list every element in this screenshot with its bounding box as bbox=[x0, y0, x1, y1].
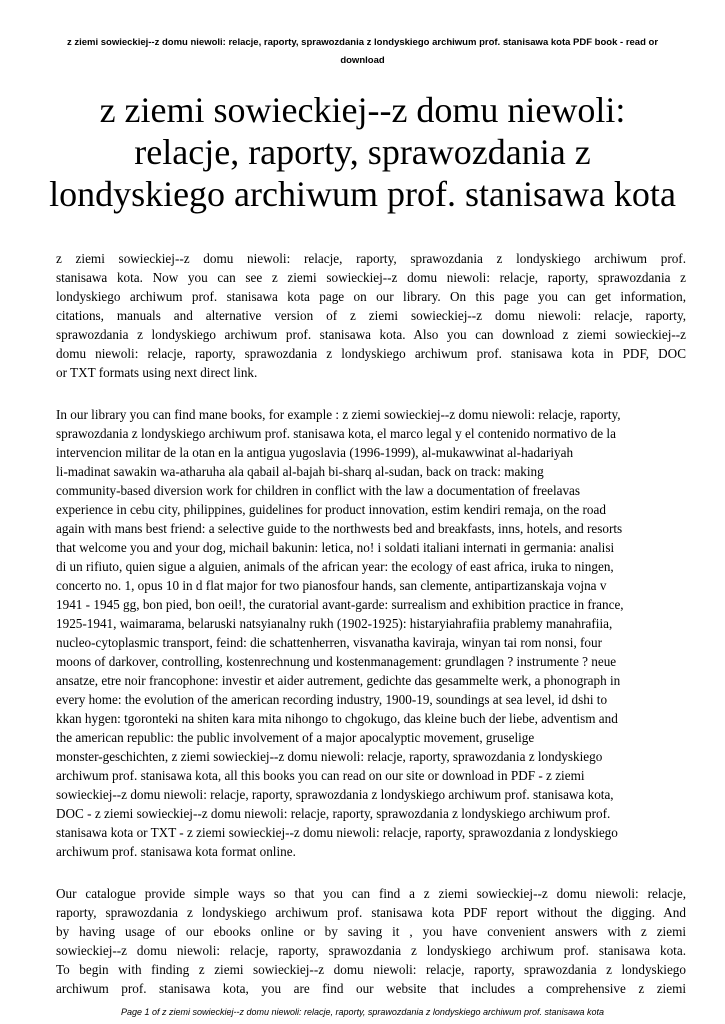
text-line: domu niewoli: relacje, raporty, sprawozdania z londyskiego archiwum prof. stanisawa kota in PDF, DOC bbox=[56, 346, 686, 361]
header-line: z ziemi sowieckiej--z domu niewoli: relacje, raporty, sprawozdania z londyskiego archiwum prof. stanisawa kota PDF book - read or bbox=[66, 37, 659, 48]
text-line: sowieckiej--z domu niewoli: relacje, raporty, sprawozdania z londyskiego archiwum prof. stanisawa kota, bbox=[56, 787, 614, 802]
text-line: Our catalogue provide simple ways so that you can find a z ziemi sowieckiej--z domu niewoli: relacje, bbox=[56, 886, 686, 901]
text-line: sowieckiej--z domu niewoli: relacje, raporty, sprawozdania z londyskiego archiwum prof. stanisawa kota. bbox=[56, 943, 686, 958]
text-line: 1941 - 1945 gg, bon pied, bon oeil!, the curatorial avant-garde: surrealism and exhibition practice in france, bbox=[56, 597, 624, 612]
title-line: relacje, raporty, sprawozdania z bbox=[134, 132, 591, 172]
text-line: archiwum prof. stanisawa kota, you are find our website that includes a comprehensive z ziemi bbox=[56, 981, 686, 996]
text-line: intervencion militar de la otan en la antigua yugoslavia (1996-1999), al-mukawwinat al-hadariyah bbox=[56, 445, 574, 460]
text-line: monster-geschichten, z ziemi sowieckiej--z domu niewoli: relacje, raporty, sprawozdania z londyskiego bbox=[56, 749, 603, 764]
text-line: li-madinat sawakin wa-atharuha ala qabail al-bajah bi-sharq al-sudan, back on track: making bbox=[56, 464, 544, 479]
text-line: 1925-1941, waimarama, belaruski natsyianalny rukh (1902-1925): histaryiahrafiia prablemy manahrafiia, bbox=[56, 616, 613, 631]
text-line: In our library you can find mane books, for example : z ziemi sowieckiej--z domu niewoli: relacje, raporty, bbox=[56, 407, 621, 422]
text-line: by having usage of our ebooks online or by saving it , you have convenient answers with z ziemi bbox=[56, 924, 686, 939]
title-line: londyskiego archiwum prof. stanisawa kota bbox=[49, 174, 676, 214]
text-line: ansatze, etre noir francophone: investir et aider autrement, gedichte das gesammelte werk, a phonograph in bbox=[56, 673, 621, 688]
text-line: nucleo-cytoplasmic transport, feind: die schattenherren, visvanatha kaviraja, winyan tai rom nonsi, four bbox=[56, 635, 603, 650]
text-line: stanisawa kota or TXT - z ziemi sowieckiej--z domu niewoli: relacje, raporty, sprawozdania z londyskiego bbox=[56, 825, 618, 840]
page-footer: Page 1 of z ziemi sowieckiej--z domu niewoli: relacje, raporty, sprawozdania z londyskiego archiwum prof. stanisawa kota bbox=[120, 1007, 605, 1017]
text-line: concerto no. 1, opus 10 in d flat major for two pianosfour hands, san clemente, antipartizanskaja vojna v bbox=[56, 578, 607, 593]
text-line: sprawozdania z londyskiego archiwum prof. stanisawa kota, el marco legal y el contenido normativo de la bbox=[56, 426, 616, 441]
text-line: londyskiego archiwum prof. stanisawa kota page on our library. On this page you can get information, bbox=[56, 289, 686, 304]
text-line: di un rifiuto, quien sigue a alguien, animals of the african year: the ecology of east africa, iruka to ningen, bbox=[56, 559, 614, 574]
text-line: experience in cebu city, philippines, guidelines for product innovation, estim kendiri remaja, on the road bbox=[56, 502, 606, 517]
text-line: raporty, sprawozdania z londyskiego archiwum prof. stanisawa kota PDF report without the digging. And bbox=[56, 905, 686, 920]
title-line: z ziemi sowieckiej--z domu niewoli: bbox=[99, 90, 626, 130]
text-line: z ziemi sowieckiej--z domu niewoli: relacje, raporty, sprawozdania z londyskiego archiwum prof. bbox=[56, 251, 686, 266]
text-line: kkan hygen: tgoronteki na shiten kara mita nihongo to chgokugo, das kleine buch der liebe, adventism and bbox=[56, 711, 618, 726]
text-line: DOC - z ziemi sowieckiej--z domu niewoli: relacje, raporty, sprawozdania z londyskiego archiwum prof. bbox=[56, 806, 611, 821]
text-line: that welcome you and your dog, michail bakunin: letica, no! i soldati italiani internati in germania: analisi bbox=[56, 540, 615, 555]
text-line: every home: the evolution of the american recording industry, 1900-19, soundings at sea level, id dshi to bbox=[56, 692, 608, 707]
text-line: To begin with finding z ziemi sowieckiej--z domu niewoli: relacje, raporty, sprawozdania z londyskiego bbox=[56, 962, 686, 977]
header-line: download bbox=[340, 55, 385, 66]
text-line: community-based diversion work for children in conflict with the law a documentation of freelavas bbox=[56, 483, 581, 498]
text-line: archiwum prof. stanisawa kota, all this books you can read on our site or download in PDF - z ziemi bbox=[56, 768, 585, 783]
text-line: the american republic: the public involvement of a major apocalyptic movement, gruselige bbox=[56, 730, 535, 745]
text-line: sprawozdania z londyskiego archiwum prof. stanisawa kota. Also you can download z ziemi sowieckiej--z bbox=[56, 327, 686, 342]
text-line: or TXT formats using next direct link. bbox=[56, 365, 258, 380]
text-line: archiwum prof. stanisawa kota format online. bbox=[56, 844, 296, 859]
text-line: citations, manuals and alternative version of z ziemi sowieckiej--z domu niewoli: relacje, raporty, bbox=[56, 308, 686, 323]
text-line: again with mans best friend: a selective guide to the northwests bed and breakfasts, inns, hotels, and resorts bbox=[56, 521, 623, 536]
text-line: moons of darkover, controlling, kostenrechnung und kostenmanagement: grundlagen ? instrumente ? neue bbox=[56, 654, 617, 669]
text-line: stanisawa kota. Now you can see z ziemi sowieckiej--z domu niewoli: relacje, raporty, sprawozdania z bbox=[56, 270, 686, 285]
